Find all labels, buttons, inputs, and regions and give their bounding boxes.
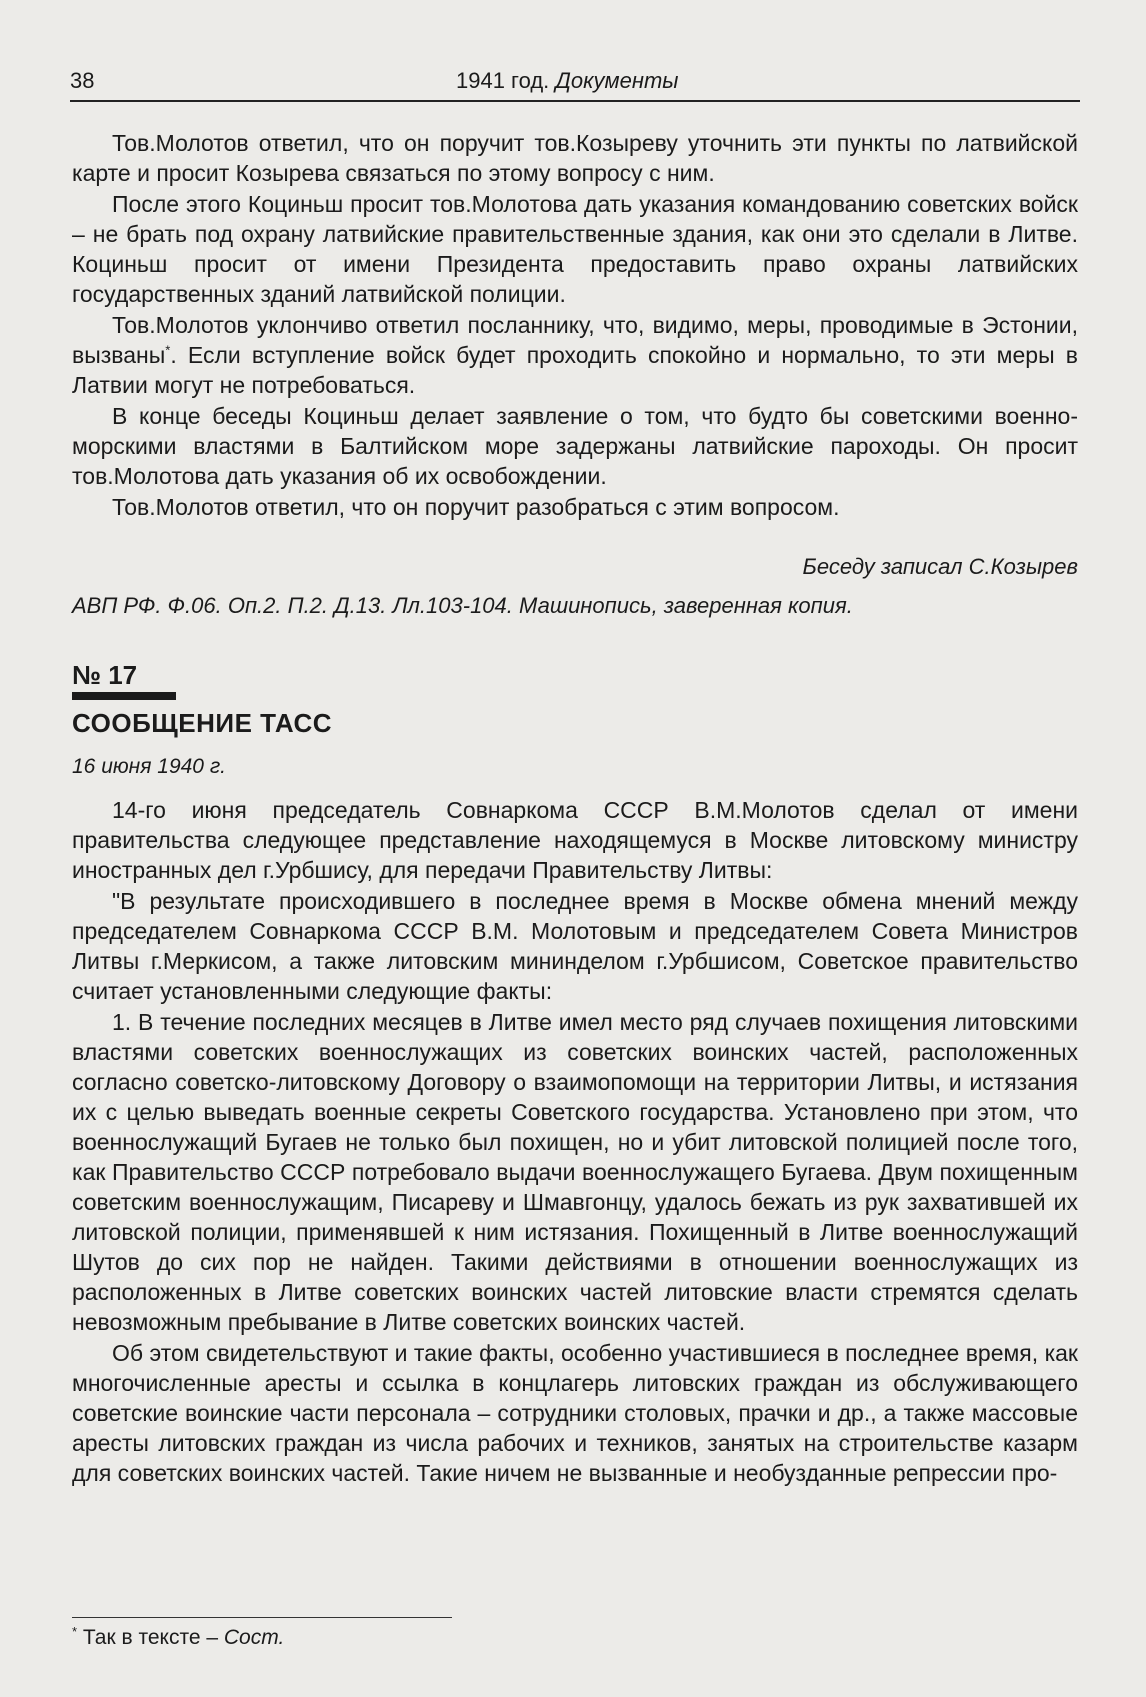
paragraph: "В результате происходившего в последнее время в Москве обмена мнений между председателем Совнаркома СССР В.М. Молотовым и председателем Совета Министров Литвы г.Меркисом, а также литовским мининделом г.Урбшисом, Советское правительство считает установленными следующие факты: — [72, 888, 1078, 1004]
paragraph-text: Тов.Молотов уклончиво ответил посланнику, что, видимо, меры, проводимые в Эстонии, вызваны — [72, 312, 1078, 368]
footnote-reference: * — [165, 342, 171, 358]
signature: Беседу записал С.Козырев — [802, 554, 1078, 579]
document-body — [72, 795, 1078, 1489]
paragraph-text: . Если вступление войск будет проходить спокойно и нормально, то эти меры в Латвии могут не потребоваться. — [72, 342, 1078, 398]
footnote-text: Так в тексте – — [82, 1626, 224, 1649]
footnote-mark: * — [72, 1624, 78, 1639]
paragraph — [72, 310, 1078, 400]
document-number: № 17 — [72, 660, 138, 690]
paragraph: После этого Коциньш просит тов.Молотова дать указания командованию советских войск – не брать под охрану латвийские правительственные здания, как они это сделали в Литве. Коциньш просит от имени Президента предоставить право охраны латвийских государственных зданий латвийской полиции. — [72, 191, 1078, 307]
paragraph: 1. В течение последних месяцев в Литве имел место ряд случаев похищения литовскими властями советских военнослужащих из советских воинских частей, расположенных согласно советско-литовскому Договору о взаимопомощи на территории Литвы, и истязания их с целью выведать военные секреты Советского государства. Установлено при этом, что военнослужащий Бугаев не только был похищен, но и убит литовской полицией после того, как Правительство СССР потребовало выдачи военнослужащего Бугаева. Двум похищенным советским военнослужащим, Писареву и Шмавгонцу, удалось бежать из рук захватившей их литовской полиции, применявшей к ним истязания. Похищенный в Литве военнослужащий Шутов до сих пор не найден. Такими действиями в отношении военнослужащих из расположенных в Литве советских воинских частей литовские власти стремятся сделать невозможным пребывание в Литве советских воинских частей. — [72, 1009, 1078, 1335]
page-header — [70, 66, 1080, 102]
archive-reference: АВП РФ. Ф.06. Оп.2. П.2. Д.13. Лл.103-104. Машинопись, заверенная копия. — [72, 593, 853, 618]
paragraph: В конце беседы Коциньш делает заявление о том, что будто бы советскими военно-морскими властями в Балтийском море задержаны латвийские пароходы. Он просит тов.Молотова дать указания об их освобождении. — [72, 403, 1078, 489]
document-number-rule — [72, 692, 176, 700]
running-title — [456, 68, 678, 94]
top-section — [72, 128, 1078, 523]
footnote-source: Сост. — [223, 1626, 285, 1649]
paragraph: 14-го июня председатель Совнаркома СССР В.М.Молотов сделал от имени правительства следующее представление находящемуся в Москве литовскому министру иностранных дел г.Урбшису, для передачи Правительству Литвы: — [72, 797, 1078, 883]
paragraph: Об этом свидетельствуют и такие факты, особенно участившиеся в последнее время, как многочисленные аресты и ссылка в концлагерь литовских граждан из обслуживающего советские воинские части персонала – сотрудники столовых, прачки и др., а также массовые аресты литовских граждан из числа рабочих и техников, занятых на строительстве казарм для советских воинских частей. Такие ничем не вызванные и необузданные репрессии про- — [72, 1340, 1078, 1486]
footnote — [72, 1626, 284, 1650]
paragraph: Тов.Молотов ответил, что он поручит разобраться с этим вопросом. — [112, 494, 840, 520]
document-date: 16 июня 1940 г. — [72, 755, 227, 778]
footnote-rule — [72, 1617, 452, 1618]
paragraph: Тов.Молотов ответил, что он поручит тов.Козыреву уточнить эти пункты по латвийской карте и просит Козырева связаться по этому вопросу с ним. — [72, 130, 1078, 186]
document-title: СООБЩЕНИЕ ТАСС — [72, 708, 333, 738]
running-title-year: 1941 год. — [456, 68, 550, 93]
running-title-doc: Документы — [555, 68, 679, 93]
page-number: 38 — [70, 68, 95, 93]
